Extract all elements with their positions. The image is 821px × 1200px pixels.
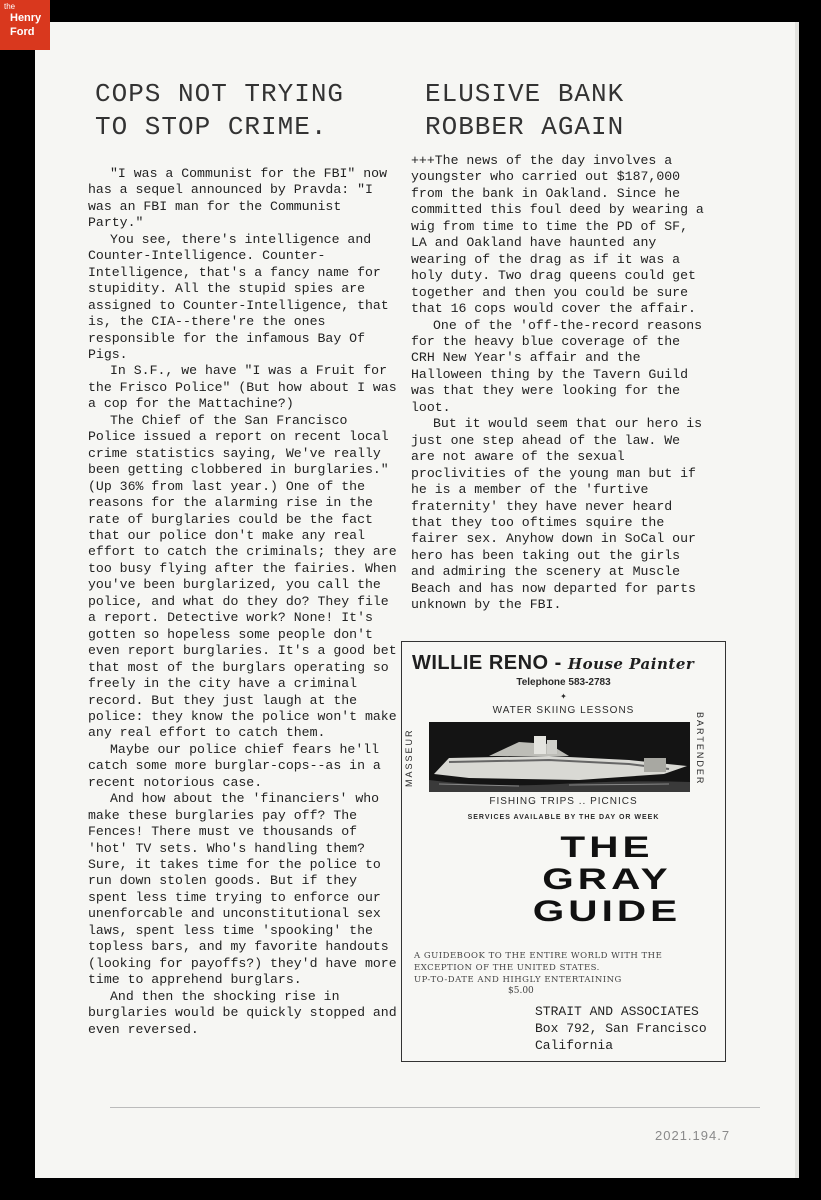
article-paragraph: The Chief of the San Francisco Police issued a report on recent local crime statistics saying, We've really been getting clobbered in burglaries." (Up 36% from last year.) One of the reasons for the alarming rise in the rate of burglaries could be the fact that our police don't make any real effort to catch the criminals; they are too busy flying after the fairies. When you've been burglarized, you call the police, and what do they do? They file a report. Detective work? None! It's gotten so hopeless some people don't even report burglaries. It's a good bet that most of the burglars operating so freely in the city have a criminal record. But they just laugh at the police: they know the police won't make any real effort to catch them. bbox=[88, 412, 397, 741]
title-line: THE bbox=[560, 831, 654, 864]
article-paragraph: And then the shocking rise in burglaries would be quickly stopped and even reversed. bbox=[88, 988, 397, 1037]
gray-guide-description bbox=[414, 950, 694, 986]
accession-number: 2021.194.7 bbox=[655, 1128, 731, 1143]
ad-name: WILLIE RENO bbox=[412, 652, 549, 674]
desc-line: A GUIDEBOOK TO THE ENTIRE WORLD WITH THE bbox=[414, 951, 663, 961]
address-line: California bbox=[535, 1038, 614, 1053]
desc-line: EXCEPTION OF THE UNITED STATES. bbox=[414, 963, 600, 973]
article-paragraph: But it would seem that our hero is just one step ahead of the law. We are not aware of the sexual proclivities of the young man but if he is a member of the 'furtive fraternity' they have never heard that they too oftimes squire the fairer sex. Anyhow down in SoCal our hero has been taking out the girls and admiring the scenery at Muscle Beach and has now departed for parts unknown by the FBI. bbox=[411, 416, 703, 613]
article-paragraph: You see, there's intelligence and Counter-Intelligence. Counter-Intelligence, that's a fancy name for stupidity. All the stupid spies are assigned to Counter-Intelligence, that is, the CIA--there're the ones responsible for the infamous Bay Of Pigs. bbox=[88, 231, 389, 362]
address-line: Box 792, San Francisco bbox=[535, 1021, 707, 1036]
ad-services: SERVICES AVAILABLE BY THE DAY OR WEEK bbox=[467, 814, 660, 821]
desc-line: UP-TO-DATE AND HIHGLY ENTERTAINING bbox=[414, 975, 622, 985]
ad-dash: - bbox=[548, 652, 568, 674]
left-headline-line: TO STOP CRIME. bbox=[95, 112, 328, 142]
logo-the: the bbox=[4, 2, 16, 11]
ad-water-skiing: WATER SKIING LESSONS bbox=[492, 705, 635, 716]
right-headline-line: ROBBER AGAIN bbox=[425, 112, 625, 142]
gray-guide-price: $5.00 bbox=[508, 986, 534, 996]
logo-henry: Henry bbox=[10, 12, 42, 24]
henry-ford-logo bbox=[0, 0, 50, 50]
page-edge bbox=[795, 22, 799, 1178]
article-paragraph: In S.F., we have "I was a Fruit for the Frisco Police" (But how about I was a cop for the Mattachine?) bbox=[88, 363, 397, 412]
article-paragraph: And how about the 'financiers' who make these burglaries pay off? The Fences! There must ve thousands of 'hot' TV sets. Who's handling them? Sure, it takes time for the police to run down stolen goods. But if they spent less time trying to enforce our unenforcable and unconstitutional sex laws, spent less time 'spooking' the topless bars, and my favorite handouts (looking for payoffs?) they'd have more time to apprehend burglars. bbox=[88, 791, 397, 988]
article-paragraph: One of the 'off-the-record reasons for the heavy blue coverage of the CRH New Year's affair and the Halloween thing by the Tavern Guild was that they were looking for the loot. bbox=[411, 317, 703, 415]
title-line: GUIDE bbox=[532, 895, 682, 928]
ad-trade: House Painter bbox=[567, 655, 695, 673]
willie-reno-heading bbox=[412, 652, 694, 675]
article-paragraph: "I was a Communist for the FBI" now has a sequel announced by Pravda: "I was an FBI man for the Communist Party." bbox=[88, 166, 387, 231]
logo-ford: Ford bbox=[10, 26, 35, 38]
right-headline bbox=[425, 78, 624, 144]
ad-masseur: MASSEUR bbox=[404, 728, 414, 787]
left-article bbox=[88, 166, 400, 1038]
boat-icon bbox=[429, 722, 690, 792]
gray-guide-ad bbox=[401, 830, 726, 1062]
left-headline-line: COPS NOT TRYING bbox=[95, 79, 345, 109]
title-line: GRAY bbox=[542, 863, 672, 896]
star-icon: ✦ bbox=[560, 692, 567, 701]
ad-telephone: Telephone 583-2783 bbox=[516, 677, 611, 688]
gray-guide-title bbox=[512, 832, 702, 928]
ad-fishing-trips: FISHING TRIPS .. PICNICS bbox=[489, 796, 638, 807]
article-paragraph: Maybe our police chief fears he'll catch some more burglar-cops--as in a recent notorious case. bbox=[88, 741, 381, 790]
right-headline-line: ELUSIVE BANK bbox=[425, 79, 625, 109]
article-paragraph: +++The news of the day involves a youngster who carried out $187,000 from the bank in Oakland. Since he committed this foul deed by wearing a wig from time to time the PD of SF, LA and Oakland have haunted any wearing of the drag as if it was a holy duty. Two drag queens could get together and then you could be sure that 16 cops would cover the affair. bbox=[411, 153, 704, 317]
speedboat-photo bbox=[429, 722, 690, 792]
footer-rule bbox=[110, 1107, 760, 1108]
right-article bbox=[411, 153, 711, 614]
gray-guide-address bbox=[535, 1003, 707, 1054]
address-line: STRAIT AND ASSOCIATES bbox=[535, 1004, 699, 1019]
willie-reno-ad bbox=[401, 641, 726, 832]
left-headline bbox=[95, 78, 344, 144]
ad-bartender: BARTENDER bbox=[695, 712, 705, 786]
